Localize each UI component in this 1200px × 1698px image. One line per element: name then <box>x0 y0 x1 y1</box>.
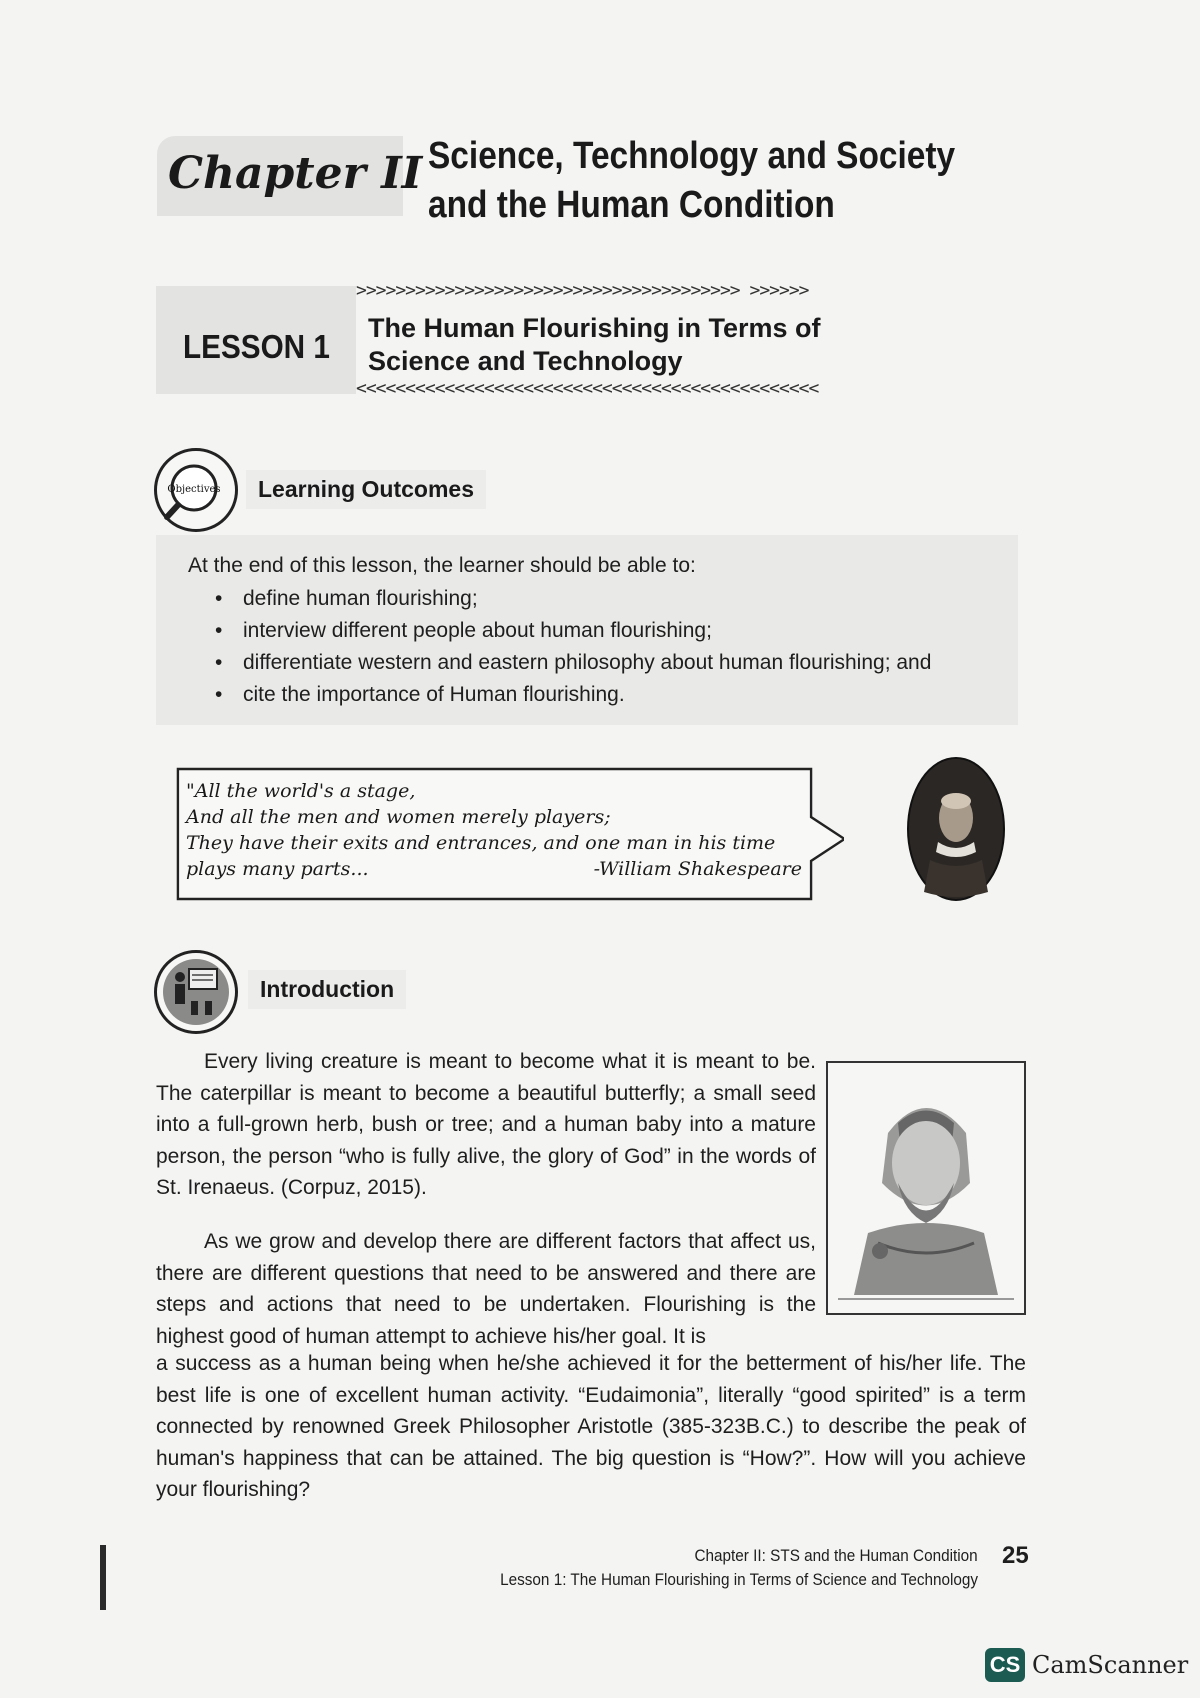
introduction-paragraph-2: As we grow and develop there are different factors that affect us, there are different questions that need to be answered and there are steps and actions that need to be undertaken. Flourishing is the highest good of human attempt to achieve his/her goal. It is <box>156 1230 816 1348</box>
introduction-heading: Introduction <box>248 970 406 1009</box>
chapter-title-line2: and the Human Condition <box>428 184 835 226</box>
quote-line: "All the world's a stage, <box>186 780 416 802</box>
arrow-divider-bottom: <<<<<<<<<<<<<<<<<<<<<<<<<<<<<<<<<<<<<<<<<<<<<<< <box>356 378 819 399</box>
footer-chapter: Chapter II: STS and the Human Condition <box>694 1546 978 1565</box>
shakespeare-quote <box>186 778 826 882</box>
chapter-title-line1: Science, Technology and Society <box>428 135 956 177</box>
introduction-paragraph-2-continued: a success as a human being when he/she achieved it for the betterment of his/her life. The best life is one of excellent human activity. “Eudaimonia”, literally “good spirited” is a term connected by renowned Greek Philosopher Aristotle (385-323B.C.) to describe the peak of human's happiness that can be attained. The big question is “How?”. How will you achieve your flourishing? <box>156 1352 1026 1502</box>
learning-outcomes-intro: At the end of this lesson, the learner should be able to: <box>188 554 696 577</box>
quote-line-last: plays many parts... <box>186 858 369 880</box>
chapter-title <box>428 132 955 230</box>
quote-line: And all the men and women merely players; <box>186 806 611 828</box>
list-item: • differentiate western and eastern philosophy about human flourishing; and <box>215 647 931 679</box>
aristotle-bust-image <box>826 1061 1026 1315</box>
list-item: • cite the importance of Human flourishing. <box>215 679 931 711</box>
lesson-title-line1: The Human Flourishing in Terms of <box>368 313 821 343</box>
footer-lesson: Lesson 1: The Human Flourishing in Terms of Science and Technology <box>500 1570 978 1589</box>
camscanner-logo: CS <box>985 1648 1025 1682</box>
page-number: 25 <box>1002 1542 1029 1569</box>
objectives-icon <box>154 448 238 532</box>
svg-text:Objectives: Objectives <box>167 484 221 495</box>
lesson-title-line2: Science and Technology <box>368 346 683 376</box>
shakespeare-portrait-icon <box>906 756 1006 902</box>
teacher-presentation-icon <box>154 950 238 1034</box>
introduction-paragraph-1: Every living creature is meant to become what it is meant to be. The caterpillar is meant to become a beautiful butterfly; a small seed into a full-grown herb, bush or tree; and a human baby into a mature person, the person “who is fully alive, the glory of God” in the words of St. Irenaeus. (Corpuz, 2015). <box>156 1050 816 1200</box>
lesson-label: LESSON 1 <box>183 328 330 365</box>
book-spine-shadow <box>100 1545 106 1610</box>
list-item: • interview different people about human flourishing; <box>215 615 931 647</box>
learning-outcomes-list <box>215 583 931 711</box>
learning-outcomes-heading: Learning Outcomes <box>246 470 486 509</box>
chapter-label: Chapter II <box>168 148 423 199</box>
quote-line: They have their exits and entrances, and one man in his time <box>186 832 776 854</box>
quote-line <box>186 856 826 882</box>
quote-author: -William Shakespeare <box>593 858 802 880</box>
lesson-title <box>368 312 821 378</box>
camscanner-watermark: CamScanner <box>1032 1651 1189 1679</box>
list-item: • define human flourishing; <box>215 583 931 615</box>
arrow-divider-top: >>>>>>>>>>>>>>>>>>>>>>>>>>>>>>>>>>>>>>> >>>>>> <box>356 280 809 301</box>
